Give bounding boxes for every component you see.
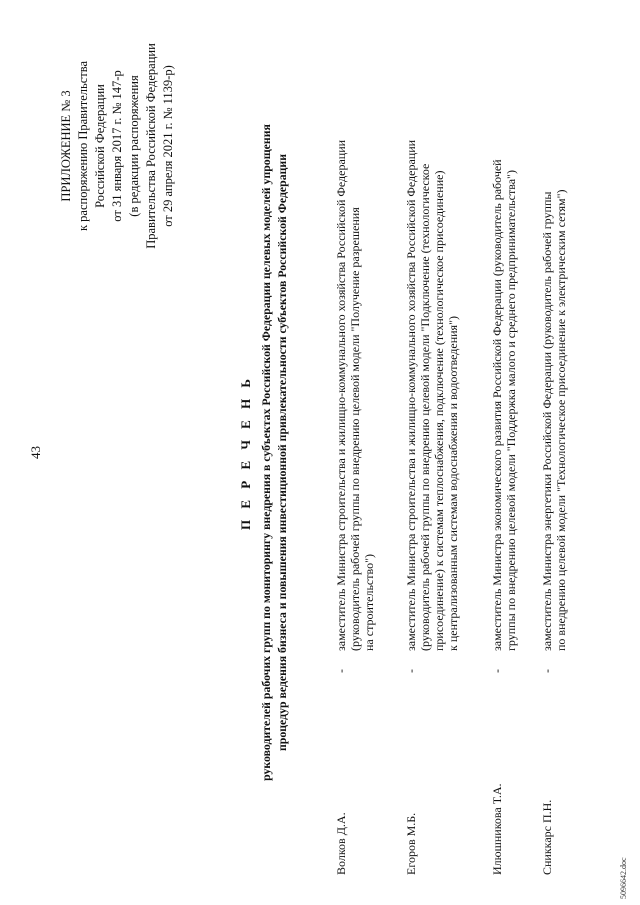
members-list	[334, 0, 580, 905]
document-heading: П Е Р Е Ч Е Н Ь	[238, 374, 253, 531]
member-row	[540, 0, 580, 905]
document-id: 5096642.doc	[619, 857, 628, 899]
description-line: заместитель Министра энергетики Российской Федерации (руководитель рабочей группы	[540, 191, 554, 651]
member-dash: -	[540, 669, 554, 673]
description-line: (руководитель рабочей группы по внедрению целевой модели "Подключение (технологическое	[418, 163, 432, 651]
description-line: заместитель Министра экономического развития Российской Федерации (руководитель рабочей	[490, 159, 504, 651]
appendix-line: (в редакции распоряжения	[127, 75, 141, 217]
description-line: к централизованным системам водоснабжения и водоотведения")	[446, 316, 460, 651]
description-line: присоединение) к системам теплоснабжения, подключение (технологическое присоединение)	[432, 170, 446, 651]
description-line: на строительство")	[362, 554, 376, 651]
member-row	[404, 0, 490, 905]
page-number: 43	[28, 446, 43, 459]
member-dash: -	[490, 669, 504, 673]
member-name: Илюшникова Т.А.	[490, 783, 504, 875]
document-subtitle	[258, 0, 290, 905]
appendix-line: ПРИЛОЖЕНИЕ № 3	[59, 90, 73, 202]
member-description	[490, 159, 518, 651]
member-name: Волков Д.А.	[334, 812, 348, 875]
appendix-line: Российской Федерации	[93, 84, 107, 208]
member-name: Сниккарс П.Н.	[540, 799, 554, 875]
appendix-line: от 29 апреля 2021 г. № 1139-р)	[161, 65, 175, 227]
appendix-block	[58, 36, 177, 256]
member-description	[404, 140, 460, 651]
description-line: группы по внедрению целевой модели "Поддержка малого и среднего предпринимательства")	[504, 170, 518, 651]
member-name: Егоров М.Б.	[404, 812, 418, 875]
member-dash: -	[404, 669, 418, 673]
member-row	[334, 0, 404, 905]
member-description	[334, 140, 376, 651]
description-line: заместитель Министра строительства и жилищно-коммунального хозяйства Российской Федерации	[404, 139, 418, 651]
appendix-line: от 31 января 2017 г. № 147-р	[110, 70, 124, 222]
member-row	[490, 0, 540, 905]
member-description	[540, 189, 568, 651]
subtitle-line: руководителей рабочих групп по мониторингу внедрения в субъектах Российской Федерации целевых моделей упрощения	[259, 124, 273, 781]
description-line: заместитель Министра строительства и жилищно-коммунального хозяйства Российской Федерации	[334, 139, 348, 651]
member-dash: -	[334, 669, 348, 673]
appendix-line: Правительства Российской Федерации	[144, 43, 158, 249]
description-line: по внедрению целевой модели "Технологическое присоединение к электрическим сетям")	[554, 189, 568, 651]
description-line: (руководитель рабочей группы по внедрению целевой модели "Получение разрешения	[348, 207, 362, 651]
subtitle-line: процедур ведения бизнеса и повышения инвестиционной привлекательности субъектов Российской Федерации	[275, 153, 289, 752]
appendix-line: к распоряжению Правительства	[76, 61, 90, 232]
